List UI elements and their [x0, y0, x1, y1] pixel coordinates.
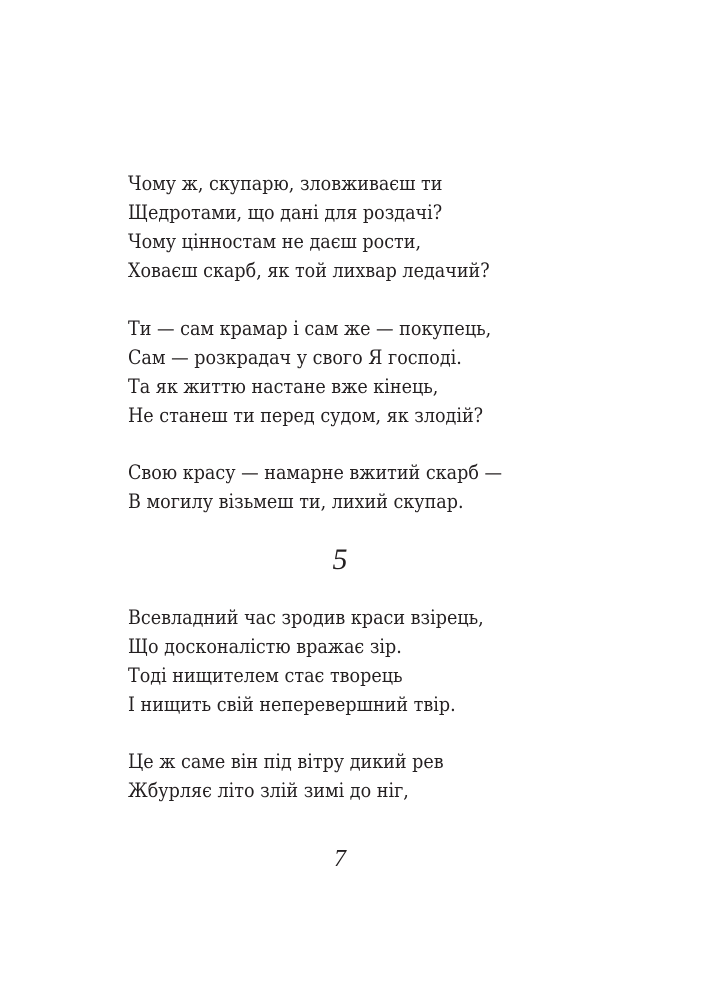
poem-line: Ти — сам крамар і сам же — покупець,: [128, 317, 492, 340]
poem-line: Щедротами, що дані для роздачі?: [128, 201, 443, 224]
poem-line: Це ж саме він під вітру дикий рев: [128, 750, 444, 773]
poem-line: І нищить свій неперевершний твір.: [128, 693, 456, 716]
poem-line: Всевладний час зродив краси взірець,: [128, 606, 484, 629]
poem-line: Чому цінностам не даєш рости,: [128, 230, 422, 253]
poem-line: Ховаєш скарб, як той лихвар ледачий?: [128, 259, 490, 282]
sonnet-number: 5: [332, 543, 348, 576]
stanza-1: [128, 169, 530, 285]
page-number: 7: [334, 846, 346, 872]
stanza-4: [128, 603, 523, 719]
stanza-5: [128, 747, 479, 805]
poem-line: Та як життю настане вже кінець,: [128, 375, 439, 398]
poem-line: Що досконалістю вражає зір.: [128, 635, 402, 658]
poem-line: В могилу візьмеш ти, лихий скупар.: [128, 490, 464, 513]
stanza-3: [128, 458, 544, 516]
poem-line: Чому ж, скупарю, зловживаєш ти: [128, 172, 443, 195]
poem-line: Жбурляє літо злій зимі до ніг,: [128, 779, 409, 802]
poem-line: Тоді нищителем стає творець: [128, 664, 403, 687]
poem-line: Не станеш ти перед судом, як злодій?: [128, 404, 484, 427]
poem-line: Свою красу — намарне вжитий скарб —: [128, 461, 503, 484]
poem-line: Сам — розкрадач у свого Я господі.: [128, 346, 462, 369]
stanza-2: [128, 314, 532, 430]
